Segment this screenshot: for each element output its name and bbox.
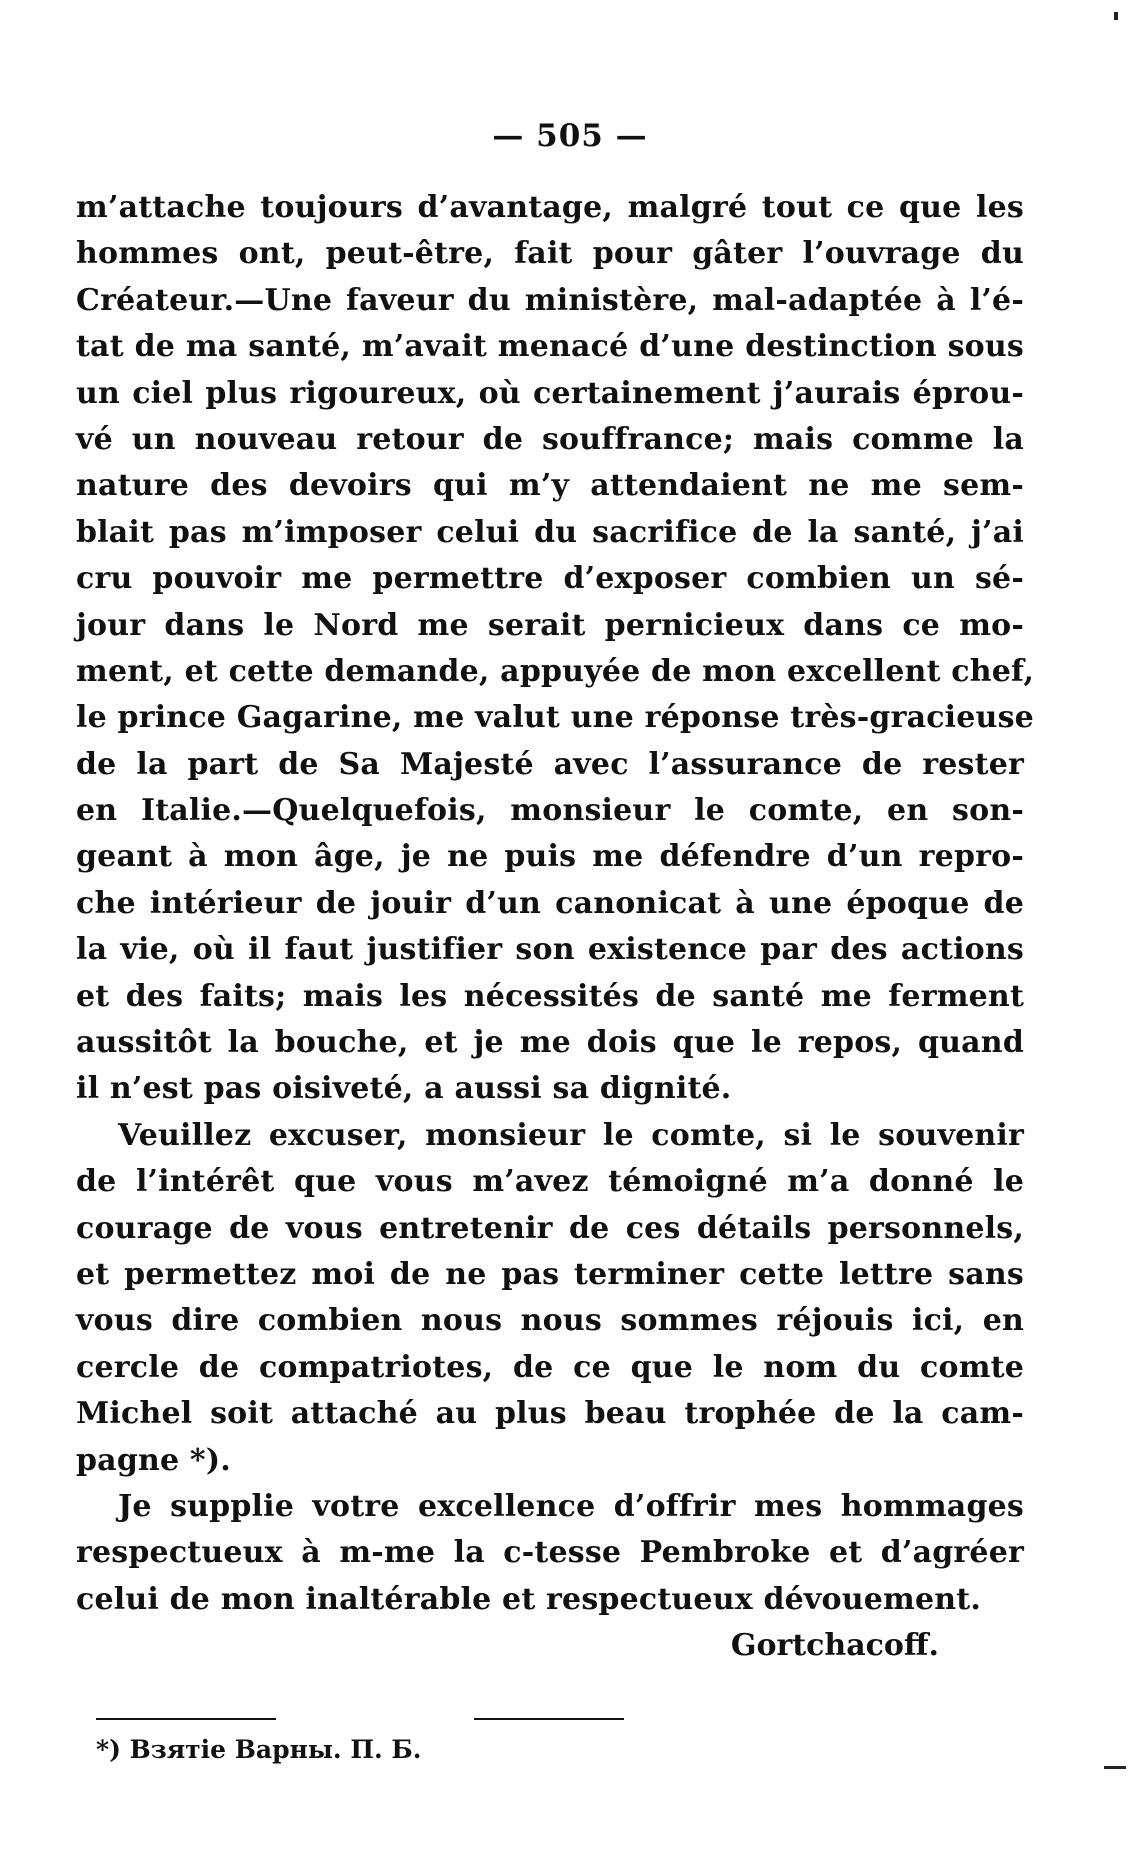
text-line: la vie, où il faut justifier son existence par des actions: [76, 932, 1024, 968]
text-line: de l’intérêt que vous m’avez témoigné m’a donné le: [76, 1164, 1024, 1200]
text-line: Créateur.—Une faveur du ministère, mal-adaptée à l’é-: [76, 282, 1024, 318]
text-line: blait pas m’imposer celui du sacrifice de la santé, j’ai: [76, 514, 1024, 550]
text-line: de la part de Sa Majesté avec l’assurance de rester: [76, 746, 1024, 782]
closing-rule: [474, 1718, 624, 1720]
text-line: vous dire combien nous nous sommes réjouis ici, en: [76, 1303, 1024, 1339]
text-line: cercle de compatriotes, de ce que le nom du comte: [76, 1349, 1024, 1385]
text-line: hommes ont, peut-être, fait pour gâter l’ouvrage du: [76, 236, 1024, 272]
text-line: Michel soit attaché au plus beau trophée de la cam-: [76, 1396, 1024, 1432]
text-line: cru pouvoir me permettre d’exposer combien un sé-: [76, 561, 1024, 597]
text-line: Je supplie votre excellence d’offrir mes hommages: [118, 1488, 1024, 1524]
text-line: Veuillez excuser, monsieur le comte, si le souvenir: [118, 1117, 1024, 1153]
footnote: *) Взятіе Варны. П. Б.: [96, 1735, 422, 1764]
margin-mark: [1104, 1766, 1126, 1769]
footnote-divider: [96, 1718, 276, 1720]
text-line: le prince Gagarine, me valut une réponse très-gracieuse: [76, 700, 1034, 736]
text-line: il n’est pas oisiveté, a aussi sa dignité.: [76, 1071, 732, 1107]
text-line: pagne *).: [76, 1442, 231, 1478]
text-line: geant à mon âge, je ne puis me défendre d’un repro-: [76, 839, 1024, 875]
text-line: aussitôt la bouche, et je me dois que le repos, quand: [76, 1025, 1024, 1061]
signature: Gortchacoff.: [730, 1628, 939, 1664]
text-line: jour dans le Nord me serait pernicieux dans ce mo-: [76, 607, 1024, 643]
text-line: nature des devoirs qui m’y attendaient ne me sem-: [76, 468, 1024, 504]
text-line: tat de ma santé, m’avait menacé d’une destinction sous: [76, 329, 1024, 365]
text-line: respectueux à m-me la c-tesse Pembroke et d’agréer: [76, 1535, 1024, 1571]
text-line: celui de mon inaltérable et respectueux dévouement.: [76, 1581, 981, 1617]
scan-speck: [1114, 12, 1118, 20]
letter-body: [76, 185, 1035, 1670]
text-line: m’attache toujours d’avantage, malgré tout ce que les: [76, 190, 1024, 225]
text-line: en Italie.—Quelquefois, monsieur le comte, en son-: [76, 793, 1024, 829]
text-line: courage de vous entretenir de ces détails personnels,: [76, 1210, 1024, 1246]
text-line: che intérieur de jouir d’un canonicat à une époque de: [76, 885, 1024, 921]
text-line: vé un nouveau retour de souffrance; mais comme la: [76, 421, 1024, 457]
text-line: ment, et cette demande, appuyée de mon excellent chef,: [76, 653, 1035, 689]
text-line: un ciel plus rigoureux, où certainement j’aurais éprou-: [76, 375, 1024, 411]
text-line: et permettez moi de ne pas terminer cette lettre sans: [76, 1256, 1024, 1292]
page-number: — 505 —: [492, 118, 648, 154]
text-line: et des faits; mais les nécessités de santé me ferment: [76, 978, 1024, 1014]
